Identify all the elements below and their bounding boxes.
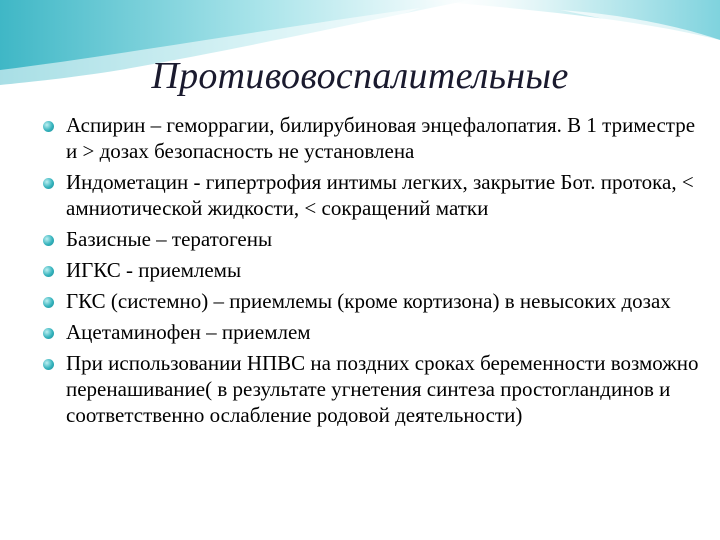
- bullet-dot-icon: [43, 121, 54, 132]
- list-item: [40, 226, 700, 252]
- list-item: [40, 112, 700, 164]
- list-item: [40, 350, 700, 428]
- bullet-text: Индометацин - гипертрофия интимы легких, закрытие Бот. протока, < амниотической жидкости, < сокращений матки: [66, 170, 694, 220]
- bullet-text: Базисные – тератогены: [66, 227, 273, 251]
- bullet-text: ГКС (системно) – приемлемы (кроме кортизона) в невысоких дозах: [66, 289, 671, 313]
- bullet-text: Аспирин – геморрагии, билирубиновая энцефалопатия. В 1 триместре и > дозах безопасность не установлена: [66, 113, 696, 163]
- bullet-dot-icon: [43, 359, 54, 370]
- bullet-list: [40, 112, 700, 433]
- bullet-dot-icon: [43, 235, 54, 246]
- bullet-text: При использовании НПВС на поздних сроках беременности возможно перенашивание( в результате угнетения синтеза простогландинов и соответственно ослабление родовой деятельности): [66, 351, 699, 427]
- bullet-dot-icon: [43, 328, 54, 339]
- slide-title: Противовоспалительные: [151, 55, 569, 97]
- list-item: [40, 288, 700, 314]
- list-item: [40, 319, 700, 345]
- list-item: [40, 169, 700, 221]
- bullet-dot-icon: [43, 297, 54, 308]
- bullet-text: Ацетаминофен – приемлем: [66, 320, 311, 344]
- bullet-dot-icon: [43, 266, 54, 277]
- list-item: [40, 257, 700, 283]
- bullet-text: ИГКС - приемлемы: [66, 258, 242, 282]
- bullet-dot-icon: [43, 178, 54, 189]
